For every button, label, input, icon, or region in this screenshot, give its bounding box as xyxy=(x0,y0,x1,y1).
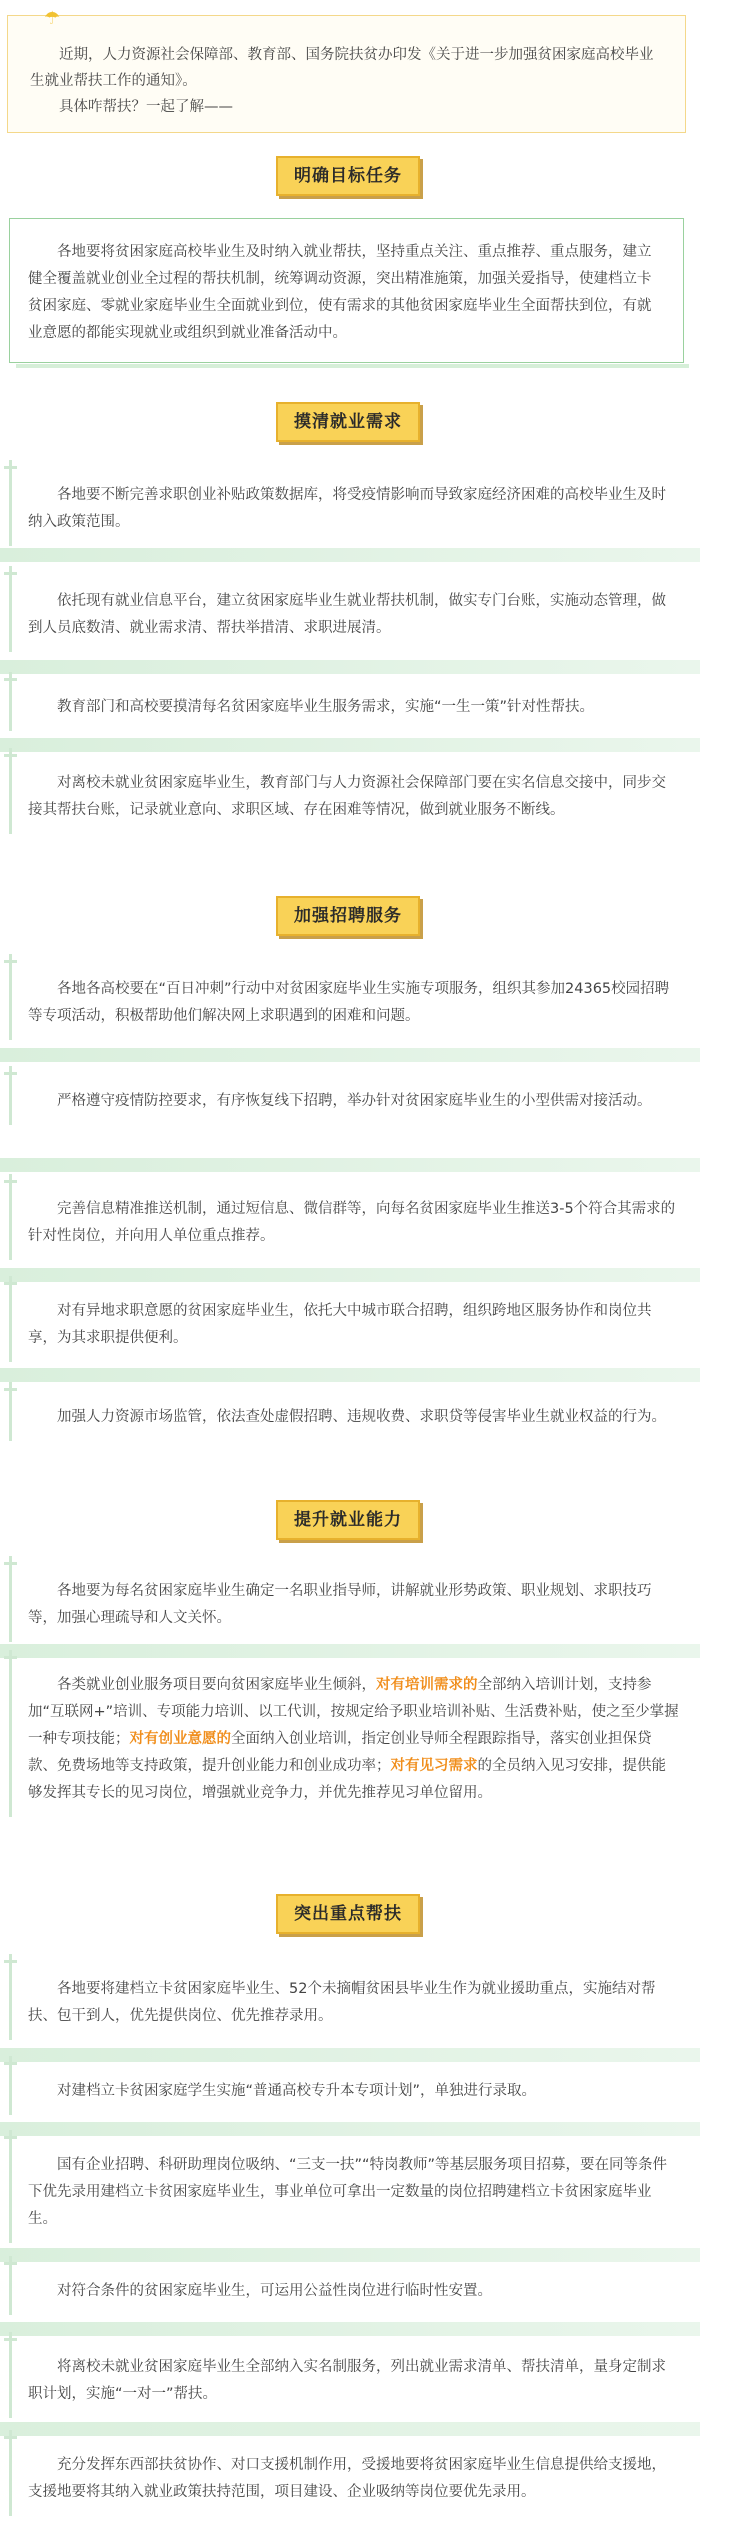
intro-paragraph: 近期，人力资源社会保障部、教育部、国务院扶贫办印发《关于进一步加强贫困家庭高校毕业生就业帮扶工作的通知》。 xyxy=(30,47,654,89)
text-run: 各类就业创业服务项目要向贫困家庭毕业生倾斜， xyxy=(57,1677,376,1693)
list-item xyxy=(0,694,700,721)
divider xyxy=(0,2248,700,2262)
left-bar-decoration xyxy=(9,748,12,834)
divider xyxy=(0,1158,700,1172)
section-header-goals xyxy=(0,156,735,196)
highlight-training: 对有培训需求的 xyxy=(376,1677,478,1693)
section-goals-box xyxy=(9,218,684,363)
section-title: 加强招聘服务 xyxy=(276,896,420,936)
text-run: 全部纳入培训计划，支持参加“互联网+”培训、专项能力培训、以工代训，按规定给予职业培训补贴、生活费补贴，使之至少掌握一种专项技能； xyxy=(28,1677,679,1747)
left-bar-decoration xyxy=(9,1276,12,1362)
paragraph: 各地各高校要在“百日冲刺”行动中对贫困家庭毕业生实施专项服务，组织其参加24365校园招聘等专项活动，积极帮助他们解决网上求职遇到的困难和问题。 xyxy=(28,981,670,1024)
paragraph-rich xyxy=(28,1672,680,1807)
paragraph: 对有异地求职意愿的贫困家庭毕业生，依托大中城市联合招聘，组织跨地区服务协作和岗位共享，为其求职提供便利。 xyxy=(28,1303,652,1346)
left-bar-decoration xyxy=(9,672,12,731)
paragraph: 将离校未就业贫困家庭毕业生全部纳入实名制服务，列出就业需求清单、帮扶清单，量身定制求职计划，实施“一对一”帮扶。 xyxy=(28,2359,666,2402)
divider xyxy=(0,2048,700,2062)
list-item xyxy=(0,2152,700,2233)
left-bar-decoration xyxy=(9,460,12,546)
section-header-needs xyxy=(0,402,735,442)
divider xyxy=(0,1368,700,1382)
divider xyxy=(0,660,700,674)
list-item xyxy=(0,770,700,824)
list-item xyxy=(0,976,700,1030)
intro-box xyxy=(7,8,686,133)
paragraph: 各地要不断完善求职创业补贴政策数据库，将受疫情影响而导致家庭经济困难的高校毕业生及时纳入政策范围。 xyxy=(28,487,666,530)
paragraph: 加强人力资源市场监管，依法查处虚假招聘、违规收费、求职贷等侵害毕业生就业权益的行为。 xyxy=(57,1409,666,1425)
left-bar-decoration xyxy=(9,566,12,652)
divider xyxy=(0,548,700,562)
paragraph: 国有企业招聘、科研助理岗位吸纳、“三支一扶”“特岗教师”等基层服务项目招募，要在同等条件下优先录用建档立卡贫困家庭毕业生，事业单位可拿出一定数量的岗位招聘建档立卡贫困家庭毕业生。 xyxy=(28,2157,668,2227)
list-item xyxy=(0,1578,700,1632)
left-bar-decoration xyxy=(9,1954,12,2040)
section-title: 突出重点帮扶 xyxy=(276,1894,420,1934)
list-item xyxy=(0,2354,700,2408)
text-run: 全面纳入创业培训，指定创业导师全程跟踪指导，落实创业担保贷款、免费场地等支持政策，提升创业能力和创业成功率； xyxy=(28,1731,652,1774)
divider xyxy=(0,2422,700,2436)
left-bar-decoration xyxy=(9,2130,12,2243)
divider xyxy=(0,2322,700,2336)
lightbulb-icon: ☂ xyxy=(44,8,61,29)
paragraph: 对离校未就业贫困家庭毕业生，教育部门与人力资源社会保障部门要在实名信息交接中，同步交接其帮扶台账，记录就业意向、求职区域、存在困难等情况，做到就业服务不断线。 xyxy=(28,775,666,818)
list-item xyxy=(0,482,700,536)
divider xyxy=(0,738,700,752)
section-header-recruitment xyxy=(0,896,735,936)
left-bar-decoration xyxy=(9,954,12,1040)
text-run: 的全员纳入见习安排，提供能够发挥其专长的见习岗位，增强就业竞争力，并优先推荐见习单位留用。 xyxy=(28,1758,666,1801)
paragraph: 各地要将建档立卡贫困家庭毕业生、52个未摘帽贫困县毕业生作为就业援助重点，实施结对帮扶、包干到人，优先提供岗位、优先推荐录用。 xyxy=(28,1981,656,2024)
left-bar-decoration xyxy=(9,1174,12,1260)
paragraph: 完善信息精准推送机制，通过短信息、微信群等，向每名贫困家庭毕业生推送3-5个符合其需求的针对性岗位，并向用人单位重点推荐。 xyxy=(28,1201,676,1244)
divider xyxy=(0,1644,700,1658)
list-item xyxy=(0,2452,700,2506)
left-bar-decoration xyxy=(9,2056,12,2115)
list-item xyxy=(0,2078,700,2105)
list-item xyxy=(0,1088,700,1115)
section-title: 摸清就业需求 xyxy=(276,402,420,442)
list-item xyxy=(0,2278,700,2305)
left-bar-decoration xyxy=(9,2256,12,2315)
left-bar-decoration xyxy=(9,1066,12,1125)
list-item xyxy=(0,588,700,642)
left-bar-decoration xyxy=(9,1650,12,1817)
section-header-focus xyxy=(0,1894,735,1934)
paragraph: 教育部门和高校要摸清每名贫困家庭毕业生服务需求，实施“一生一策”针对性帮扶。 xyxy=(57,699,595,715)
section-title: 明确目标任务 xyxy=(276,156,420,196)
divider xyxy=(0,2122,700,2136)
paragraph: 充分发挥东西部扶贫协作、对口支援机制作用，受援地要将贫困家庭毕业生信息提供给支援地，支援地要将其纳入就业政策扶持范围，项目建设、企业吸纳等岗位要优先录用。 xyxy=(28,2457,666,2500)
highlight-internship: 对有见习需求 xyxy=(390,1758,478,1774)
list-item xyxy=(0,1196,700,1250)
left-bar-decoration xyxy=(9,2332,12,2418)
left-bar-decoration xyxy=(9,1382,12,1441)
paragraph: 各地要为每名贫困家庭毕业生确定一名职业指导师，讲解就业形势政策、职业规划、求职技巧等，加强心理疏导和人文关怀。 xyxy=(28,1583,652,1626)
highlight-startup: 对有创业意愿的 xyxy=(129,1731,231,1747)
paragraph: 严格遵守疫情防控要求，有序恢复线下招聘，举办针对贫困家庭毕业生的小型供需对接活动。 xyxy=(57,1093,652,1109)
list-item xyxy=(0,1672,700,1807)
intro-lead: 具体咋帮扶？一起了解—— xyxy=(59,99,233,115)
paragraph: 对建档立卡贫困家庭学生实施“普通高校专升本专项计划”，单独进行录取。 xyxy=(57,2083,537,2099)
divider xyxy=(0,1268,700,1282)
list-item xyxy=(0,1404,700,1431)
left-bar-decoration xyxy=(9,1556,12,1642)
paragraph: 依托现有就业信息平台，建立贫困家庭毕业生就业帮扶机制，做实专门台账，实施动态管理，做到人员底数清、就业需求清、帮扶举措清、求职进展清。 xyxy=(28,593,666,636)
left-bar-decoration xyxy=(9,2430,12,2516)
section-header-ability xyxy=(0,1500,735,1540)
list-item xyxy=(0,1298,700,1352)
paragraph: 对符合条件的贫困家庭毕业生，可运用公益性岗位进行临时性安置。 xyxy=(57,2283,492,2299)
section-title: 提升就业能力 xyxy=(276,1500,420,1540)
list-item xyxy=(0,1976,700,2030)
divider xyxy=(0,1048,700,1062)
paragraph: 各地要将贫困家庭高校毕业生及时纳入就业帮扶，坚持重点关注、重点推荐、重点服务，建立健全覆盖就业创业全过程的帮扶机制，统筹调动资源，突出精准施策，加强关爱指导，使建档立卡贫困家庭、零就业家庭毕业生全面就业到位，使有需求的其他贫困家庭毕业生全面帮扶到位，有就业意愿的都能实现就业或组织到就业准备活动中。 xyxy=(28,244,652,341)
